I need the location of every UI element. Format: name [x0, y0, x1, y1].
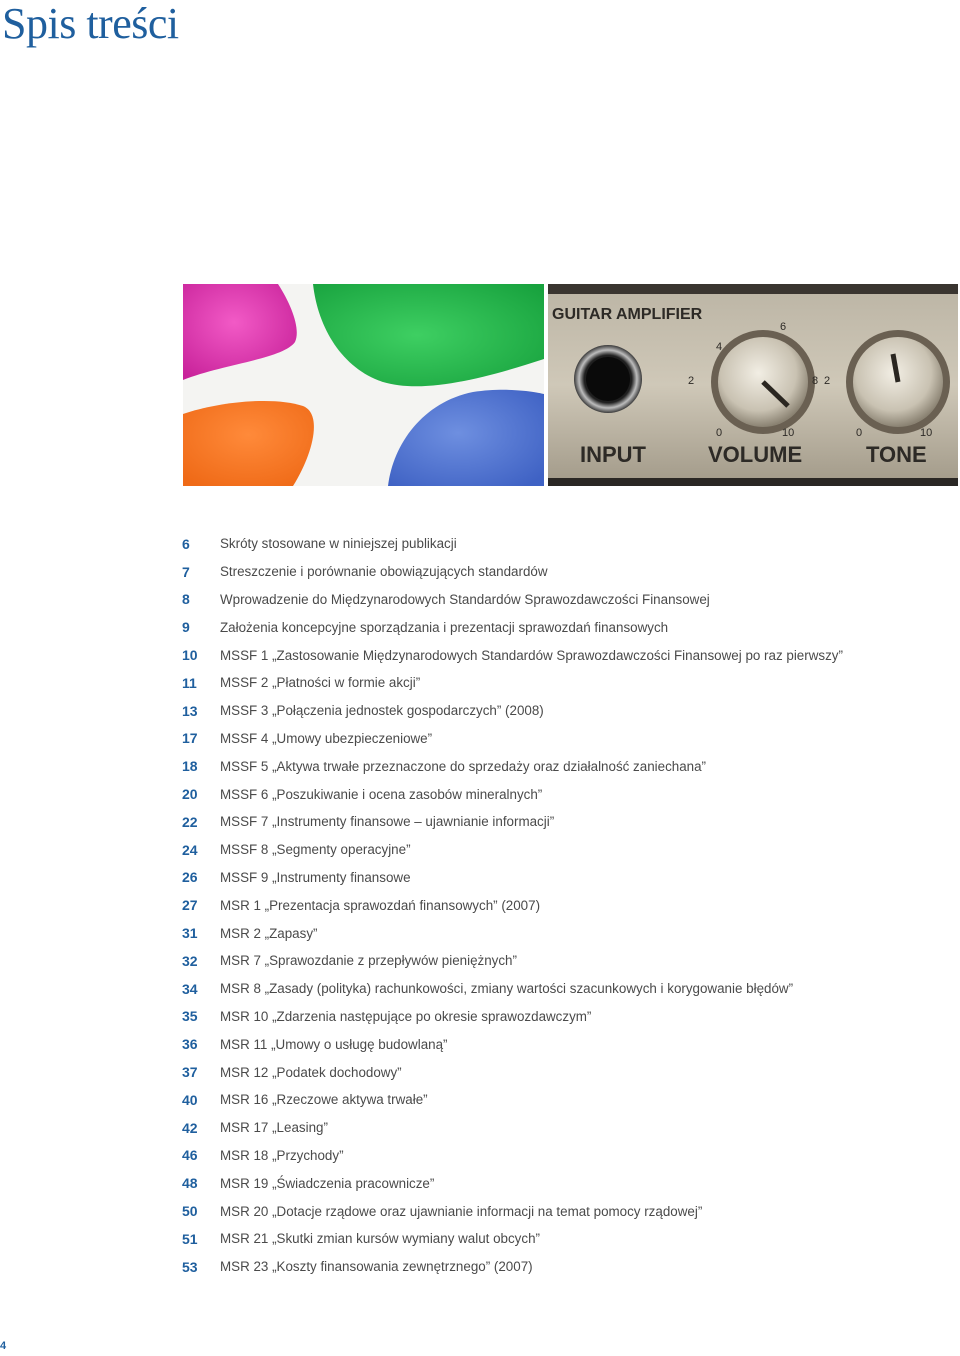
toc-page-number: 48	[182, 1175, 198, 1192]
toc-title: Streszczenie i porównanie obowiązujących standardów	[220, 564, 548, 580]
toc-entry[interactable]	[0, 1225, 960, 1253]
page-title: Spis treści	[2, 0, 179, 48]
toc-entry[interactable]	[0, 1058, 960, 1086]
toc-page-number: 22	[182, 813, 198, 830]
toc-title: MSR 21 „Skutki zmian kursów wymiany walut obcych”	[220, 1231, 540, 1247]
toc-page-number: 27	[182, 897, 198, 914]
toc-entry[interactable]	[0, 725, 960, 753]
toc-entry[interactable]	[0, 1169, 960, 1197]
toc-page-number: 31	[182, 925, 198, 942]
toc-entry[interactable]	[0, 1030, 960, 1058]
toc-page-number: 9	[182, 619, 190, 636]
toc-page-number: 35	[182, 1008, 198, 1025]
toc-title: MSR 2 „Zapasy”	[220, 925, 318, 941]
toc-title: Założenia koncepcyjne sporządzania i prezentacji sprawozdań finansowych	[220, 619, 669, 635]
toc-title: MSR 16 „Rzeczowe aktywa trwałe”	[220, 1092, 428, 1108]
toc-entry[interactable]	[0, 697, 960, 725]
toc-page-number: 24	[182, 841, 198, 858]
svg-text:4: 4	[716, 341, 723, 353]
toc-page-number: 6	[182, 535, 190, 552]
toc-title: MSSF 4 „Umowy ubezpieczeniowe”	[220, 730, 433, 746]
toc-entry[interactable]	[0, 752, 960, 780]
table-of-contents	[0, 530, 960, 1281]
toc-page-number: 32	[182, 952, 198, 969]
toc-page-number: 46	[182, 1147, 198, 1164]
svg-text:0: 0	[716, 427, 723, 439]
amp-input-label: INPUT	[580, 442, 646, 467]
toc-page-number: 53	[182, 1258, 198, 1275]
toc-entry[interactable]	[0, 669, 960, 697]
toc-page-number: 8	[182, 591, 190, 608]
guitar-picks-photo	[183, 284, 544, 486]
svg-text:10: 10	[920, 427, 933, 439]
toc-entry[interactable]	[0, 864, 960, 892]
toc-page-number: 51	[182, 1230, 198, 1247]
toc-page-number: 26	[182, 869, 198, 886]
toc-page-number: 20	[182, 786, 198, 803]
toc-title: MSSF 8 „Segmenty operacyjne”	[220, 842, 411, 858]
toc-entry[interactable]	[0, 1253, 960, 1281]
toc-title: MSSF 6 „Poszukiwanie i ocena zasobów mineralnych”	[220, 786, 543, 802]
toc-title: MSSF 2 „Płatności w formie akcji”	[220, 675, 421, 691]
toc-page-number: 13	[182, 702, 198, 719]
toc-title: MSR 18 „Przychody”	[220, 1147, 344, 1163]
toc-entry[interactable]	[0, 780, 960, 808]
toc-entry[interactable]	[0, 919, 960, 947]
toc-title: MSSF 9 „Instrumenty finansowe	[220, 869, 411, 885]
toc-title: MSR 11 „Umowy o usługę budowlaną”	[220, 1036, 448, 1052]
toc-entry[interactable]	[0, 1142, 960, 1170]
svg-text:2: 2	[688, 375, 695, 387]
toc-title: MSR 19 „Świadczenia pracownicze”	[220, 1175, 435, 1191]
svg-text:6: 6	[780, 321, 787, 333]
toc-entry[interactable]	[0, 891, 960, 919]
toc-page-number: 37	[182, 1064, 198, 1081]
guitar-amplifier-photo	[548, 284, 958, 486]
toc-page-number: 11	[182, 674, 197, 691]
toc-title: MSR 20 „Dotacje rządowe oraz ujawnianie informacji na temat pomocy rządowej”	[220, 1203, 703, 1219]
toc-entry[interactable]	[0, 947, 960, 975]
toc-page-number: 34	[182, 980, 198, 997]
toc-title: MSSF 7 „Instrumenty finansowe – ujawnianie informacji”	[220, 814, 555, 830]
amp-volume-label: VOLUME	[708, 442, 803, 467]
toc-page-number: 17	[182, 730, 198, 747]
toc-page-number: 7	[182, 563, 190, 580]
toc-title: MSSF 5 „Aktywa trwałe przeznaczone do sprzedaży oraz działalność zaniechana”	[220, 758, 707, 774]
amp-brand-label: GUITAR AMPLIFIER	[552, 306, 703, 323]
toc-entry[interactable]	[0, 975, 960, 1003]
amp-tone-label: TONE	[866, 442, 927, 467]
toc-page-number: 42	[182, 1119, 198, 1136]
toc-title: MSR 7 „Sprawozdanie z przepływów pieniężnych”	[220, 953, 517, 969]
toc-page-number: 10	[182, 647, 198, 664]
toc-title: MSR 8 „Zasady (polityka) rachunkowości, zmiany wartości szacunkowych i korygowanie błędów”	[220, 981, 794, 997]
toc-entry[interactable]	[0, 1086, 960, 1114]
toc-entry[interactable]	[0, 1003, 960, 1031]
svg-text:2: 2	[824, 375, 831, 387]
toc-title: Wprowadzenie do Międzynarodowych Standardów Sprawozdawczości Finansowej	[220, 591, 710, 607]
toc-page-number: 18	[182, 758, 198, 775]
toc-entry[interactable]	[0, 558, 960, 586]
toc-entry[interactable]	[0, 836, 960, 864]
toc-title: MSR 23 „Koszty finansowania zewnętrznego” (2007)	[220, 1259, 533, 1275]
svg-text:10: 10	[782, 427, 795, 439]
toc-title: MSSF 1 „Zastosowanie Międzynarodowych Standardów Sprawozdawczości Finansowej po raz pierwszy”	[220, 647, 843, 663]
toc-page-number: 36	[182, 1036, 198, 1053]
page-number: 4	[0, 1340, 7, 1352]
toc-entry[interactable]	[0, 613, 960, 641]
toc-title: Skróty stosowane w niniejszej publikacji	[220, 536, 457, 552]
toc-title: MSSF 3 „Połączenia jednostek gospodarczych” (2008)	[220, 703, 544, 719]
toc-entry[interactable]	[0, 530, 960, 558]
toc-entry[interactable]	[0, 1114, 960, 1142]
toc-page-number: 50	[182, 1203, 198, 1220]
toc-entry[interactable]	[0, 586, 960, 614]
toc-entry[interactable]	[0, 1197, 960, 1225]
toc-title: MSR 1 „Prezentacja sprawozdań finansowych” (2007)	[220, 897, 541, 913]
toc-title: MSR 12 „Podatek dochodowy”	[220, 1064, 402, 1080]
toc-title: MSR 10 „Zdarzenia następujące po okresie sprawozdawczym”	[220, 1008, 592, 1024]
svg-text:0: 0	[856, 427, 863, 439]
svg-text:8: 8	[812, 375, 819, 387]
toc-page-number: 40	[182, 1091, 198, 1108]
toc-entry[interactable]	[0, 641, 960, 669]
toc-entry[interactable]	[0, 808, 960, 836]
toc-title: MSR 17 „Leasing”	[220, 1120, 328, 1136]
